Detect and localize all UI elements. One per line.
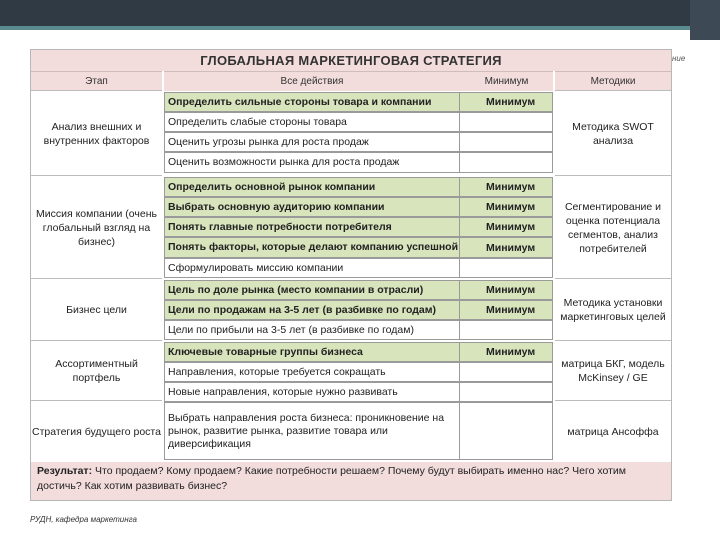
minimum-cell: Минимум <box>460 280 553 300</box>
table-title: ГЛОБАЛЬНАЯ МАРКЕТИНГОВАЯ СТРАТЕГИЯ <box>31 50 671 71</box>
minimum-cell: Минимум <box>460 217 553 237</box>
minimum-cell: Минимум <box>460 342 553 362</box>
minimum-cell <box>460 152 553 173</box>
action-cell: Определить основной рынок компании <box>164 177 460 197</box>
stage-cell: Миссия компании (очень глобальный взгляд на бизнес) <box>31 175 162 279</box>
action-cell: Цели по прибыли на 3-5 лет (в разбивке по годам) <box>164 320 460 340</box>
action-cell: Понять факторы, которые делают компанию успешной <box>164 237 460 258</box>
action-cell: Определить сильные стороны товара и компании <box>164 92 460 112</box>
minimum-cell: Минимум <box>460 237 553 258</box>
minimum-cell <box>460 320 553 340</box>
header-actions: Все действия <box>164 71 460 91</box>
footer-text: РУДН, кафедра маркетинга <box>30 515 137 524</box>
method-cell: матрица Ансоффа <box>555 400 671 463</box>
minimum-cell <box>460 258 553 278</box>
action-cell: Цель по доле рынка (место компании в отрасли) <box>164 280 460 300</box>
action-cell: Оценить угрозы рынка для роста продаж <box>164 132 460 152</box>
minimum-cell <box>460 132 553 152</box>
method-cell: Методика установки маркетинговых целей <box>555 278 671 341</box>
minimum-cell: Минимум <box>460 92 553 112</box>
action-cell: Новые направления, которые нужно развивать <box>164 382 460 402</box>
result-label: Результат: <box>37 465 93 477</box>
slide-top-accent <box>0 26 720 30</box>
slide-corner-tab <box>690 0 720 40</box>
minimum-cell: Минимум <box>460 300 553 320</box>
action-cell: Выбрать основную аудиторию компании <box>164 197 460 217</box>
action-cell: Понять главные потребности потребителя <box>164 217 460 237</box>
action-cell: Сформулировать миссию компании <box>164 258 460 278</box>
strategy-table <box>30 49 672 501</box>
minimum-cell: Минимум <box>460 197 553 217</box>
action-cell: Выбрать направления роста бизнеса: проникновение на рынок, развитие рынка, развитие товара или диверсификация <box>164 402 460 460</box>
minimum-cell <box>460 362 553 382</box>
stage-cell: Бизнес цели <box>31 278 162 341</box>
result-text: Что продаем? Кому продаем? Какие потребности решаем? Почему будут выбирать именно нас? Чего хотим достичь? Как хотим развивать бизнес? <box>37 465 626 492</box>
slide-note: ние <box>672 54 686 63</box>
method-cell: Методика SWOT анализа <box>555 90 671 176</box>
minimum-cell <box>460 402 553 460</box>
header-methods: Методики <box>555 71 671 91</box>
slide-top-bar <box>0 0 720 26</box>
action-cell: Цели по продажам на 3-5 лет (в разбивке по годам) <box>164 300 460 320</box>
result-box <box>31 462 671 500</box>
stage-cell: Ассортиментный портфель <box>31 340 162 401</box>
action-cell: Ключевые товарные группы бизнеса <box>164 342 460 362</box>
method-cell: Сегментирование и оценка потенциала сегментов, анализ потребителей <box>555 175 671 279</box>
action-cell: Оценить возможности рынка для роста продаж <box>164 152 460 173</box>
action-cell: Определить слабые стороны товара <box>164 112 460 132</box>
minimum-cell: Минимум <box>460 177 553 197</box>
minimum-cell <box>460 382 553 402</box>
minimum-cell <box>460 112 553 132</box>
stage-cell: Стратегия будущего роста <box>31 400 162 463</box>
stage-cell: Анализ внешних и внутренних факторов <box>31 90 162 176</box>
header-stage: Этап <box>31 71 162 91</box>
action-cell: Направления, которые требуется сокращать <box>164 362 460 382</box>
header-minimum: Минимум <box>460 71 553 91</box>
method-cell: матрица БКГ, модель McKinsey / GE <box>555 340 671 401</box>
